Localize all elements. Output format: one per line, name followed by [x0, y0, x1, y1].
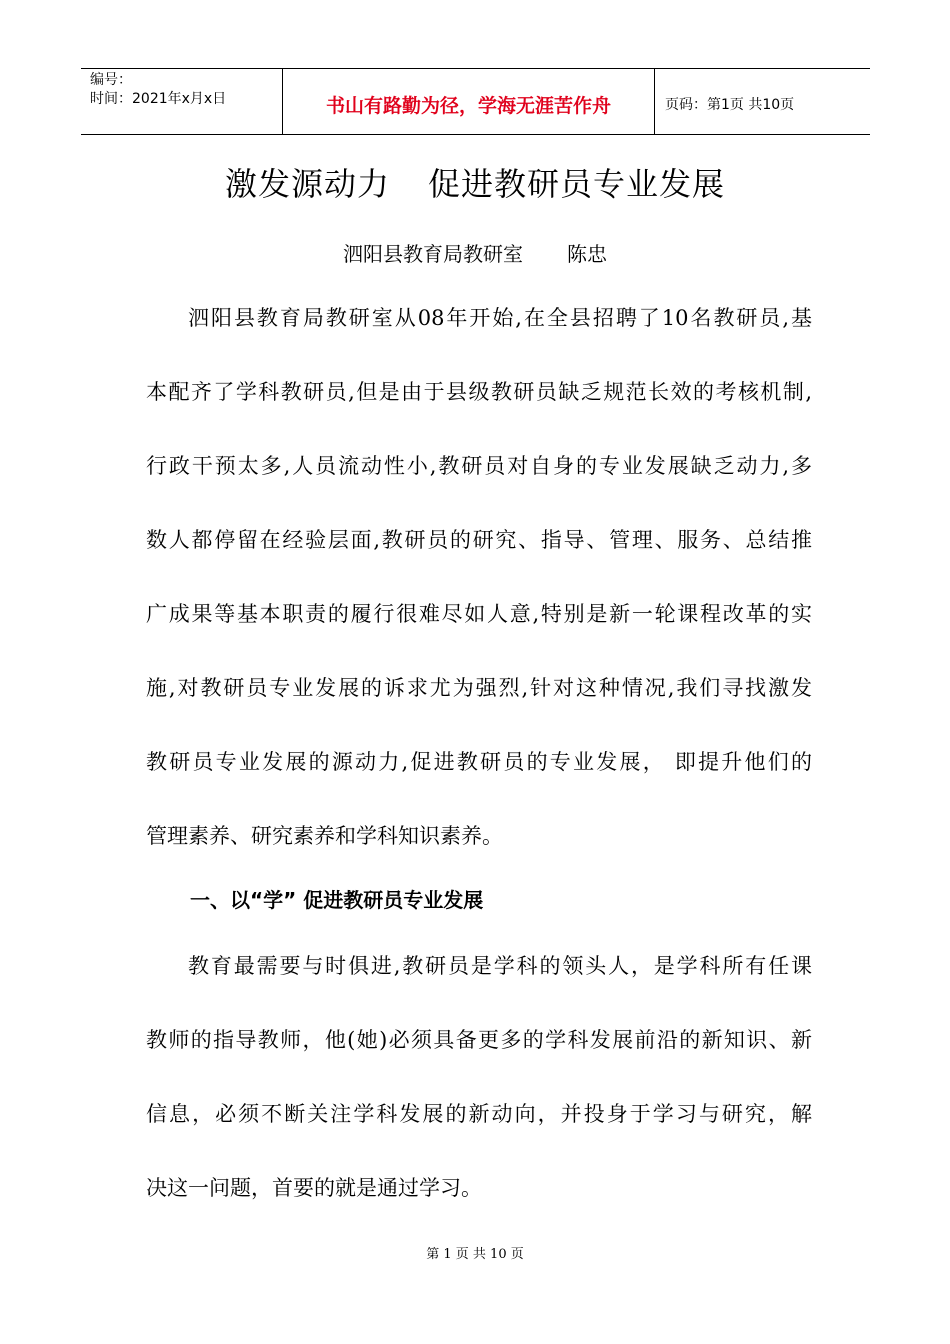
document-title	[0, 162, 950, 206]
title-part-1: 激发源动力	[224, 165, 390, 203]
paragraph-line: 决这一问题，首要的就是通过学习。	[146, 1176, 482, 1200]
header-motto: 书山有路勤为径，学海无涯苦作舟	[282, 69, 655, 134]
header-meta	[81, 69, 282, 134]
paragraph-line: 信息，必须不断关注学科发展的新动向，并投身于学习与研究，解	[146, 1102, 812, 1126]
section-heading-1: 一、以“学” 促进教研员专业发展	[190, 888, 484, 912]
paragraph-line: 教育最需要与时俱进,教研员是学科的领头人，是学科所有任课	[188, 954, 812, 978]
date-label: 时间：2021年x月x日	[90, 91, 227, 107]
paragraph-line: 广成果等基本职责的履行很难尽如人意,特别是新一轮课程改革的实	[146, 602, 812, 626]
paragraph-line: 数人都停留在经验层面,教研员的研究、指导、管理、服务、总结推	[146, 528, 812, 552]
paragraph-2	[146, 929, 812, 1225]
paragraph-line: 教师的指导教师，他(她)必须具备更多的学科发展前沿的新知识、新	[146, 1028, 812, 1052]
paragraph-line: 施,对教研员专业发展的诉求尤为强烈,针对这种情况,我们寻找激发	[146, 676, 812, 700]
paragraph-1	[146, 281, 812, 873]
header-page-info: 页码：第1页 共10页	[665, 96, 795, 113]
paragraph-line: 管理素养、研究素养和学科知识素养。	[146, 824, 503, 848]
paragraph-line: 本配齐了学科教研员,但是由于县级教研员缺乏规范长效的考核机制,	[146, 380, 812, 404]
page-footer: 第 1 页 共 10 页	[426, 1247, 524, 1262]
title-part-2: 促进教研员专业发展	[428, 165, 726, 203]
author-org: 泗阳县教育局教研室	[343, 242, 523, 266]
author-line	[0, 240, 950, 268]
number-label: 编号：	[90, 72, 132, 88]
paragraph-line: 行政干预太多,人员流动性小,教研员对自身的专业发展缺乏动力,多	[146, 454, 812, 478]
paragraph-line: 泗阳县教育局教研室从08年开始,在全县招聘了10名教研员,基	[188, 306, 812, 330]
document-header	[81, 68, 870, 135]
author-name: 陈忠	[567, 242, 607, 266]
paragraph-line: 教研员专业发展的源动力,促进教研员的专业发展， 即提升他们的	[146, 750, 812, 774]
